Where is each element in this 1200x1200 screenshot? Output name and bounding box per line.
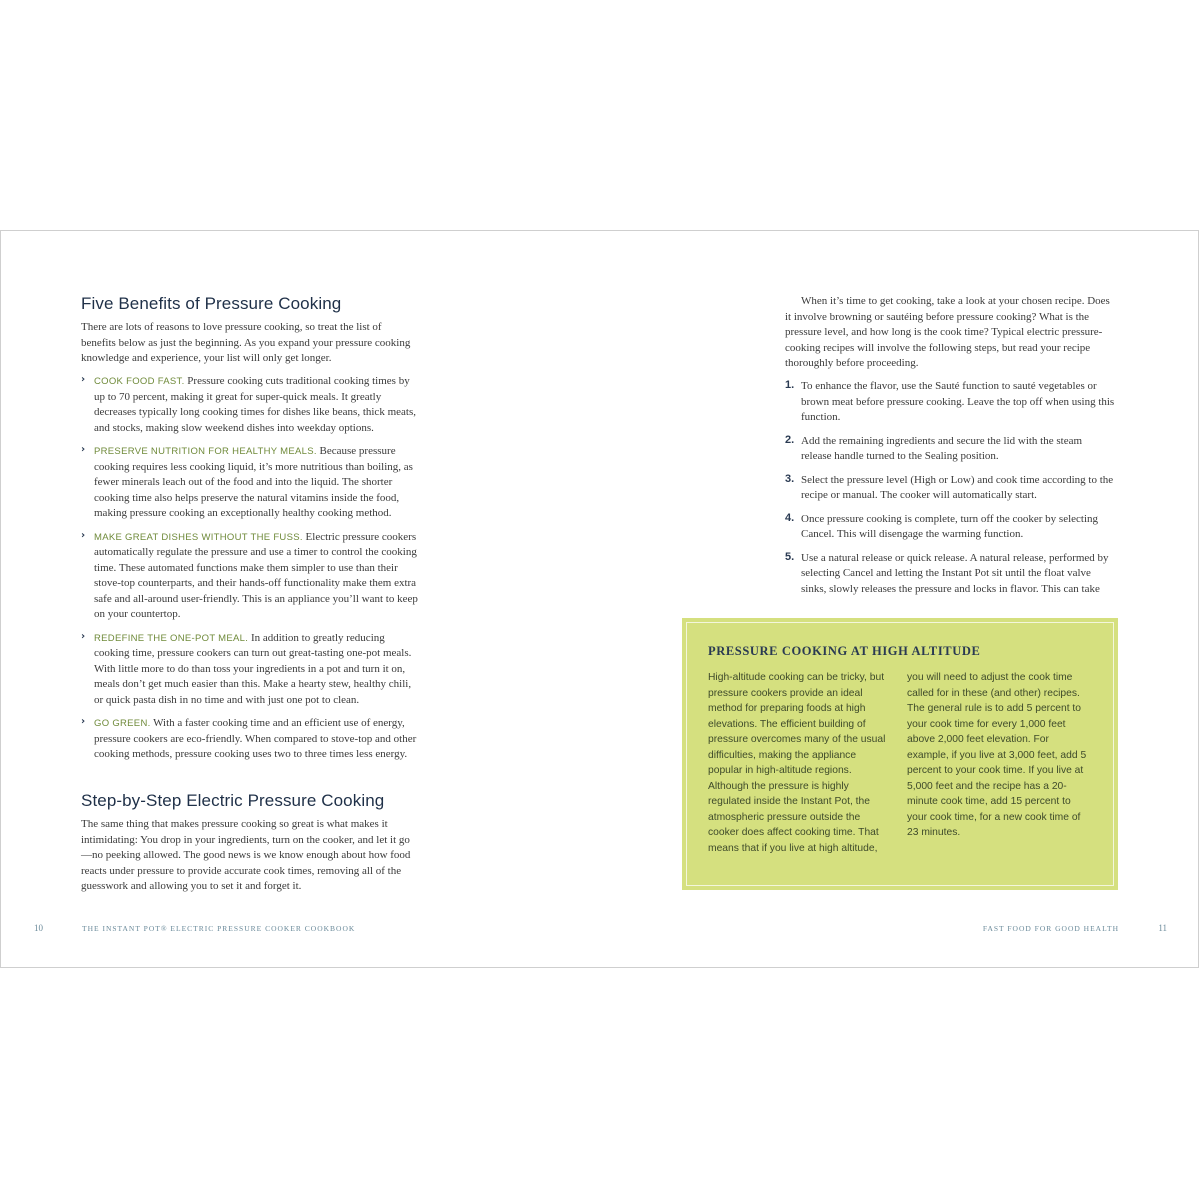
benefit-lead: PRESERVE NUTRITION FOR HEALTHY MEALS. xyxy=(94,446,317,457)
step-number: 2. xyxy=(785,433,795,446)
book-spread xyxy=(0,230,1199,968)
benefits-list xyxy=(81,374,421,771)
step-number: 1. xyxy=(785,379,795,391)
list-item xyxy=(81,444,421,522)
section-five-benefits xyxy=(81,294,416,367)
step-text: Add the remaining ingredients and secure the lid with the steam release handle turned to the Sealing position. xyxy=(801,434,1083,462)
running-footer-title: FAST FOOD FOR GOOD HEALTH xyxy=(982,924,1119,933)
step-number: 4. xyxy=(785,511,795,524)
list-item xyxy=(785,379,1115,426)
left-page xyxy=(1,231,601,967)
section-heading: Step-by-Step Electric Pressure Cooking xyxy=(81,791,385,810)
chevron-right-icon: › xyxy=(81,374,86,385)
high-altitude-sidebar xyxy=(682,618,1118,890)
sidebar-column-1: High-altitude cooking can be tricky, but pressure cookers provide an ideal method for preparing foods at high elevations. The efficient building of pressure overcomes many of the usual difficulties, making the appliance popular in high-altitude regions. Although the pressure is highly regulated inside the Instant Pot, the atmospheric pressure outside the cooker does affect cooking time. That means that if you live at high altitude, xyxy=(708,672,886,854)
benefit-text: Because pressure cooking requires less cooking liquid, it’s more nutritious than boiling, as fewer minerals leach out of the food and into the liquid. The shorter cooking time also helps preserve the natural vitamins inside the food, making pressure cooking an exceptionally healthy cooking method. xyxy=(94,445,413,519)
benefit-text: Pressure cooking cuts traditional cooking times by up to 70 percent, making it great for super-quick meals. It greatly decreases typically long cooking times for dishes like beans, thick meats, and stocks, making slow weekend dishes into weekday options. xyxy=(94,375,416,434)
step-number: 5. xyxy=(785,550,795,563)
section-heading: Five Benefits of Pressure Cooking xyxy=(81,294,342,313)
sidebar-title: PRESSURE COOKING AT HIGH ALTITUDE xyxy=(708,644,981,658)
list-item xyxy=(785,551,1115,597)
benefit-text: Electric pressure cookers automatically regulate the pressure and use a timer to control the cooking time. These automated functions make them simpler to use than their stove-top counterparts, and their hands-off functionality make them extra safe and all-around user-friendly. This is an appliance you’ll want to keep on your countertop. xyxy=(94,530,418,620)
steps-intro: When it’s time to get cooking, take a look at your chosen recipe. Does it involve browning or sautéing before pressure cooking? What is the pressure level, and how long is the cook time? Typical electric pressure-cooking recipes will involve the following steps, but read your recipe thoroughly before proceeding. xyxy=(785,295,1110,369)
benefit-text: With a faster cooking time and an efficient use of energy, pressure cookers are eco-friendly. When compared to stove-top and other cooking methods, pressure cooking uses two to three times less energy. xyxy=(94,717,417,760)
page-number: 11 xyxy=(1158,923,1167,933)
section-step-by-step xyxy=(81,791,416,895)
list-item xyxy=(81,631,421,709)
list-item xyxy=(81,374,421,436)
chevron-right-icon: › xyxy=(81,444,86,455)
list-item xyxy=(81,530,421,623)
step-text: Once pressure cooking is complete, turn off the cooker by selecting Cancel. This will disengage the warming function. xyxy=(801,512,1099,540)
list-item xyxy=(785,434,1115,465)
list-item xyxy=(785,473,1115,504)
step-text: To enhance the flavor, use the Sauté function to sauté vegetables or brown meat before pressure cooking. Leave the top off when using this function. xyxy=(801,380,1115,423)
benefit-lead: GO GREEN. xyxy=(94,718,151,729)
sidebar-column-2: you will need to adjust the cook time called for in these (and other) recipes. The general rule is to add 5 percent to your cook time for every 1,000 feet above 2,000 feet elevation. For example, if you live at 3,000 feet, add 5 percent to your cook time. If you live at 5,000 feet and the recipe has a 20-minute cook time, add 15 percent to your cook time, for a new cook time of 23 minutes. xyxy=(907,672,1087,838)
step-text: Use a natural release or quick release. A natural release, performed by selecting Cancel and letting the Instant Pot sit until the float valve sinks, slowly releases the pressure and locks in flavor. This can take xyxy=(801,551,1109,595)
chevron-right-icon: › xyxy=(81,630,86,642)
right-page xyxy=(601,231,1200,967)
benefit-text: In addition to greatly reducing cooking time, pressure cookers can turn out great-tasting one-pot meals. With little more to do than toss your ingredients in a pot and turn it on, meals don’t get much easier than this. Make a hearty stew, healthy chili, or quick pasta dish in no time and with just one pot to clean. xyxy=(94,631,412,706)
page-number: 10 xyxy=(34,923,43,933)
steps-list xyxy=(785,379,1115,605)
chevron-right-icon: › xyxy=(81,716,86,727)
step-number: 3. xyxy=(785,472,795,485)
benefit-lead: REDEFINE THE ONE-POT MEAL. xyxy=(94,632,249,644)
section-intro: There are lots of reasons to love pressure cooking, so treat the list of benefits below as just the beginning. As you expand your pressure cooking knowledge and experience, your list will only get longer. xyxy=(81,321,411,364)
list-item xyxy=(785,512,1115,543)
running-footer-title: THE INSTANT POT® ELECTRIC PRESSURE COOKER COOKBOOK xyxy=(82,924,356,933)
chevron-right-icon: › xyxy=(81,529,86,541)
list-item xyxy=(81,716,421,763)
benefit-lead: COOK FOOD FAST. xyxy=(94,376,185,387)
benefit-lead: MAKE GREAT DISHES WITHOUT THE FUSS. xyxy=(94,531,303,543)
section-intro: The same thing that makes pressure cooking so great is what makes it intimidating: You drop in your ingredients, turn on the cooker, and let it go—no peeking allowed. The good news is we know enough about how food reacts under pressure to provide accurate cook times, removing all of the guesswork and allowing you to set it and forget it. xyxy=(81,818,411,892)
step-text: Select the pressure level (High or Low) and cook time according to the recipe or manual. The cooker will automatically start. xyxy=(801,473,1114,501)
